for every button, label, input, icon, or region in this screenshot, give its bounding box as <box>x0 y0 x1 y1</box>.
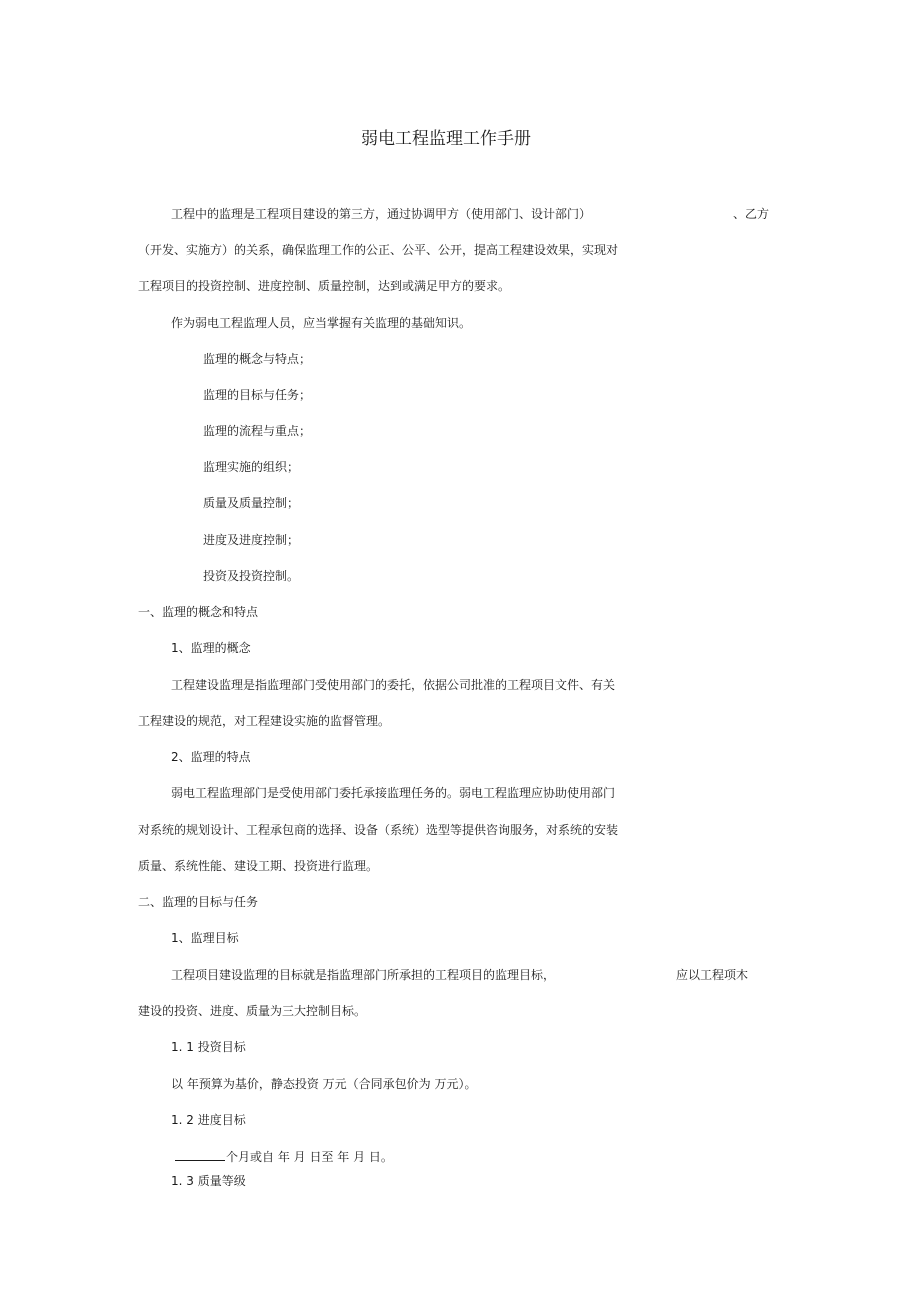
subsection-1-3-heading: 1. 3 质量等级 <box>171 1174 246 1188</box>
investment-target-line: 以 年预算为基价，静态投资 万元（合同承包价为 万元）。 <box>171 1077 477 1091</box>
document-title: 弱电工程监理工作手册 <box>361 129 531 149</box>
list-item: 监理的概念与特点； <box>203 352 312 366</box>
section-1-para-1-line-1: 工程建设监理是指监理部门受使用部门的委托，依据公司批准的工程项目文件、有关 <box>171 678 616 692</box>
section-1-para-2-line-1: 弱电工程监理部门是受使用部门委托承接监理任务的。弱电工程监理应协助使用部门 <box>171 786 616 800</box>
subsection-1-2-heading: 1. 2 进度目标 <box>171 1113 246 1127</box>
section-1-para-2-line-2: 对系统的规划设计、工程承包商的选择、设备（系统）选型等提供咨询服务，对系统的安装 <box>138 823 619 837</box>
list-item: 监理的流程与重点； <box>203 424 312 438</box>
section-2-para-1-line-2: 建设的投资、进度、质量为三大控制目标。 <box>138 1004 367 1018</box>
blank-underline <box>175 1149 225 1161</box>
intro-line-1-left: 工程中的监理是工程项目建设的第三方，通过协调甲方（使用部门、设计部门） <box>171 207 592 221</box>
list-item: 监理的目标与任务； <box>203 388 312 402</box>
intro-line-4: 作为弱电工程监理人员，应当掌握有关监理的基础知识。 <box>171 316 472 330</box>
intro-line-3: 工程项目的投资控制、进度控制、质量控制，达到或满足甲方的要求。 <box>138 279 511 293</box>
section-1-heading: 一、监理的概念和特点 <box>138 605 259 619</box>
section-2-sub-1: 1、监理目标 <box>171 931 239 945</box>
section-1-sub-2: 2、监理的特点 <box>171 750 251 764</box>
list-item: 监理实施的组织； <box>203 460 300 474</box>
section-2-heading: 二、监理的目标与任务 <box>138 895 259 909</box>
list-item: 进度及进度控制； <box>203 533 300 547</box>
section-2-para-1-line-1-left: 工程项目建设监理的目标就是指监理部门所承担的工程项目的监理目标， <box>171 968 556 982</box>
intro-line-1-right: 、乙方 <box>733 207 770 221</box>
section-1-para-1-line-2: 工程建设的规范，对工程建设实施的监督管理。 <box>138 714 391 728</box>
section-2-para-1-line-1-right: 应以工程项木 <box>676 968 749 982</box>
subsection-1-1-heading: 1. 1 投资目标 <box>171 1040 246 1054</box>
list-item: 质量及质量控制； <box>203 496 300 510</box>
section-1-sub-1: 1、监理的概念 <box>171 641 251 655</box>
schedule-target-line <box>175 1149 393 1164</box>
intro-line-2: （开发、实施方）的关系，确保监理工作的公正、公平、公开，提高工程建设效果，实现对 <box>138 243 619 257</box>
list-item: 投资及投资控制。 <box>203 569 300 583</box>
section-1-para-2-line-3: 质量、系统性能、建设工期、投资进行监理。 <box>138 859 379 873</box>
schedule-target-text: 个月或自 年 月 日至 年 月 日。 <box>226 1150 393 1164</box>
